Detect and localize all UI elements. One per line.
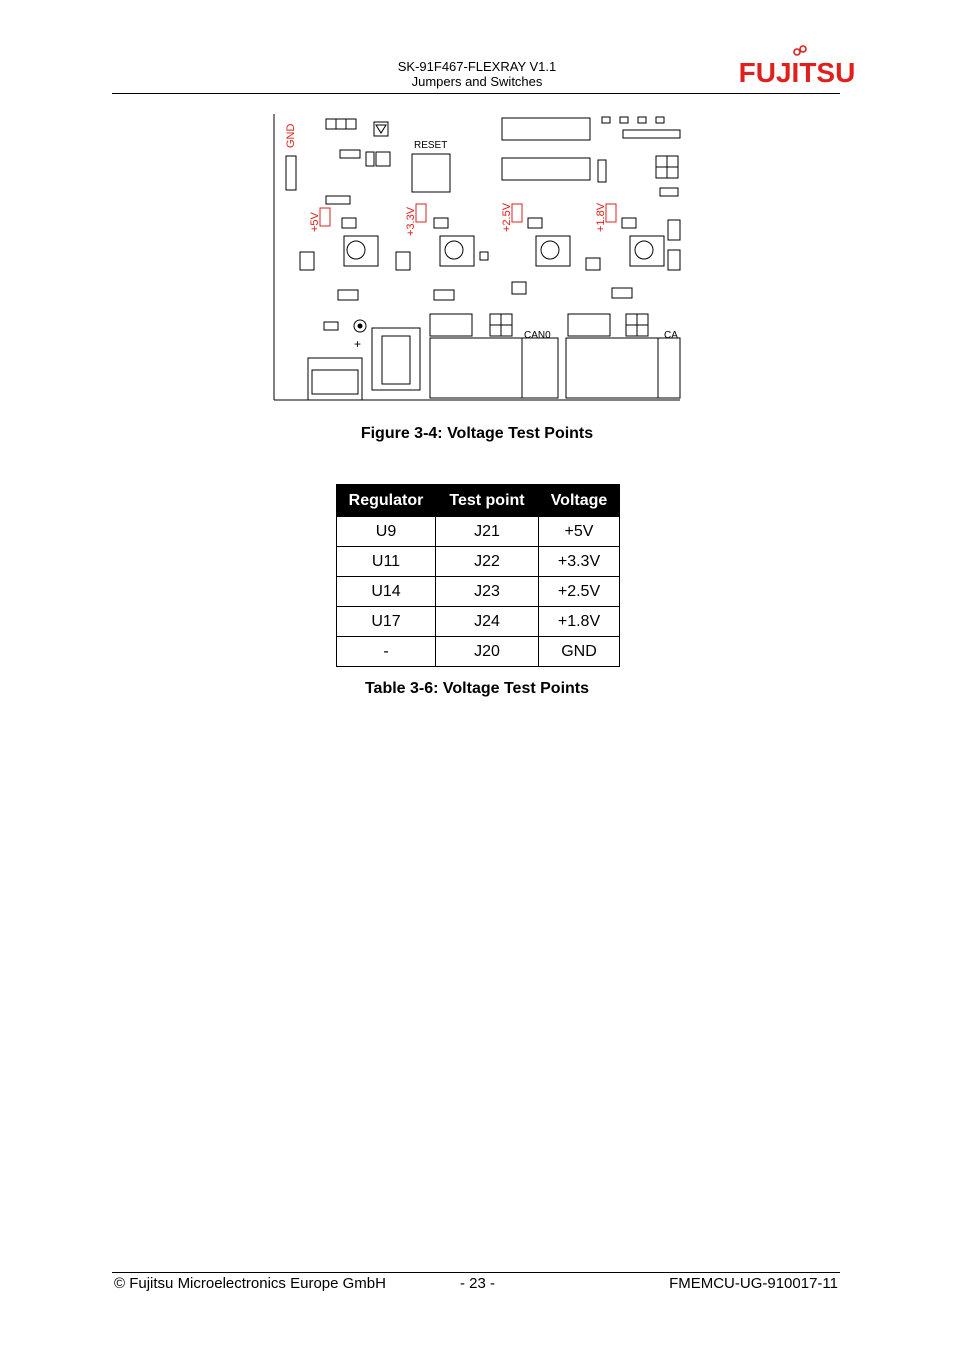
cell-test-point: J23 (436, 577, 539, 607)
table-row (337, 637, 620, 667)
figure-caption: Figure 3-4: Voltage Test Points (360, 425, 594, 442)
header-rule (112, 93, 840, 94)
footer-rule (112, 1272, 840, 1273)
column-header-voltage: Voltage (539, 485, 620, 517)
pcb-diagram (272, 112, 682, 404)
table-row (337, 547, 620, 577)
can0-label: CAN0 (524, 330, 551, 341)
column-header-regulator: Regulator (337, 485, 436, 517)
header-title-line-2: Jumpers and Switches (411, 74, 543, 89)
fujitsu-logo (738, 44, 856, 88)
ca-label: CA (664, 330, 678, 341)
table-row (337, 577, 620, 607)
column-header-test-point: Test point (436, 485, 539, 517)
voltage-test-points-table (336, 484, 620, 667)
cell-regulator: U14 (337, 577, 436, 607)
plus-sign: + (354, 337, 362, 351)
reset-label: RESET (414, 140, 448, 151)
plus-3v3-label: +3.3V (405, 206, 417, 236)
plus-2v5-label: +2.5V (501, 202, 513, 232)
table-row (337, 517, 620, 547)
cell-test-point: J22 (436, 547, 539, 577)
cell-voltage: +1.8V (539, 607, 620, 637)
footer-copyright: © Fujitsu Microelectronics Europe GmbH (114, 1275, 386, 1292)
page-header-title (300, 59, 654, 89)
cell-voltage: GND (539, 637, 620, 667)
cell-test-point: J21 (436, 517, 539, 547)
header-title-line-1: SK-91F467-FLEXRAY V1.1 (397, 59, 557, 74)
gnd-label: GND (285, 123, 297, 148)
footer-document-id: FMEMCU-UG-910017-11 (669, 1275, 838, 1292)
table-row (337, 607, 620, 637)
plus-5v-label: +5V (309, 212, 321, 232)
footer-page-number: - 23 - (460, 1275, 496, 1292)
plus-1v8-label: +1.8V (595, 202, 607, 232)
cell-regulator: U17 (337, 607, 436, 637)
cell-test-point: J24 (436, 607, 539, 637)
cell-test-point: J20 (436, 637, 539, 667)
cell-voltage: +2.5V (539, 577, 620, 607)
cell-voltage: +5V (539, 517, 620, 547)
cell-regulator: U11 (337, 547, 436, 577)
cell-voltage: +3.3V (539, 547, 620, 577)
cell-regulator: - (337, 637, 436, 667)
table-header-row (337, 485, 620, 517)
cell-regulator: U9 (337, 517, 436, 547)
logo-text: FUJITSU (738, 57, 856, 88)
table-caption: Table 3-6: Voltage Test Points (364, 680, 590, 697)
